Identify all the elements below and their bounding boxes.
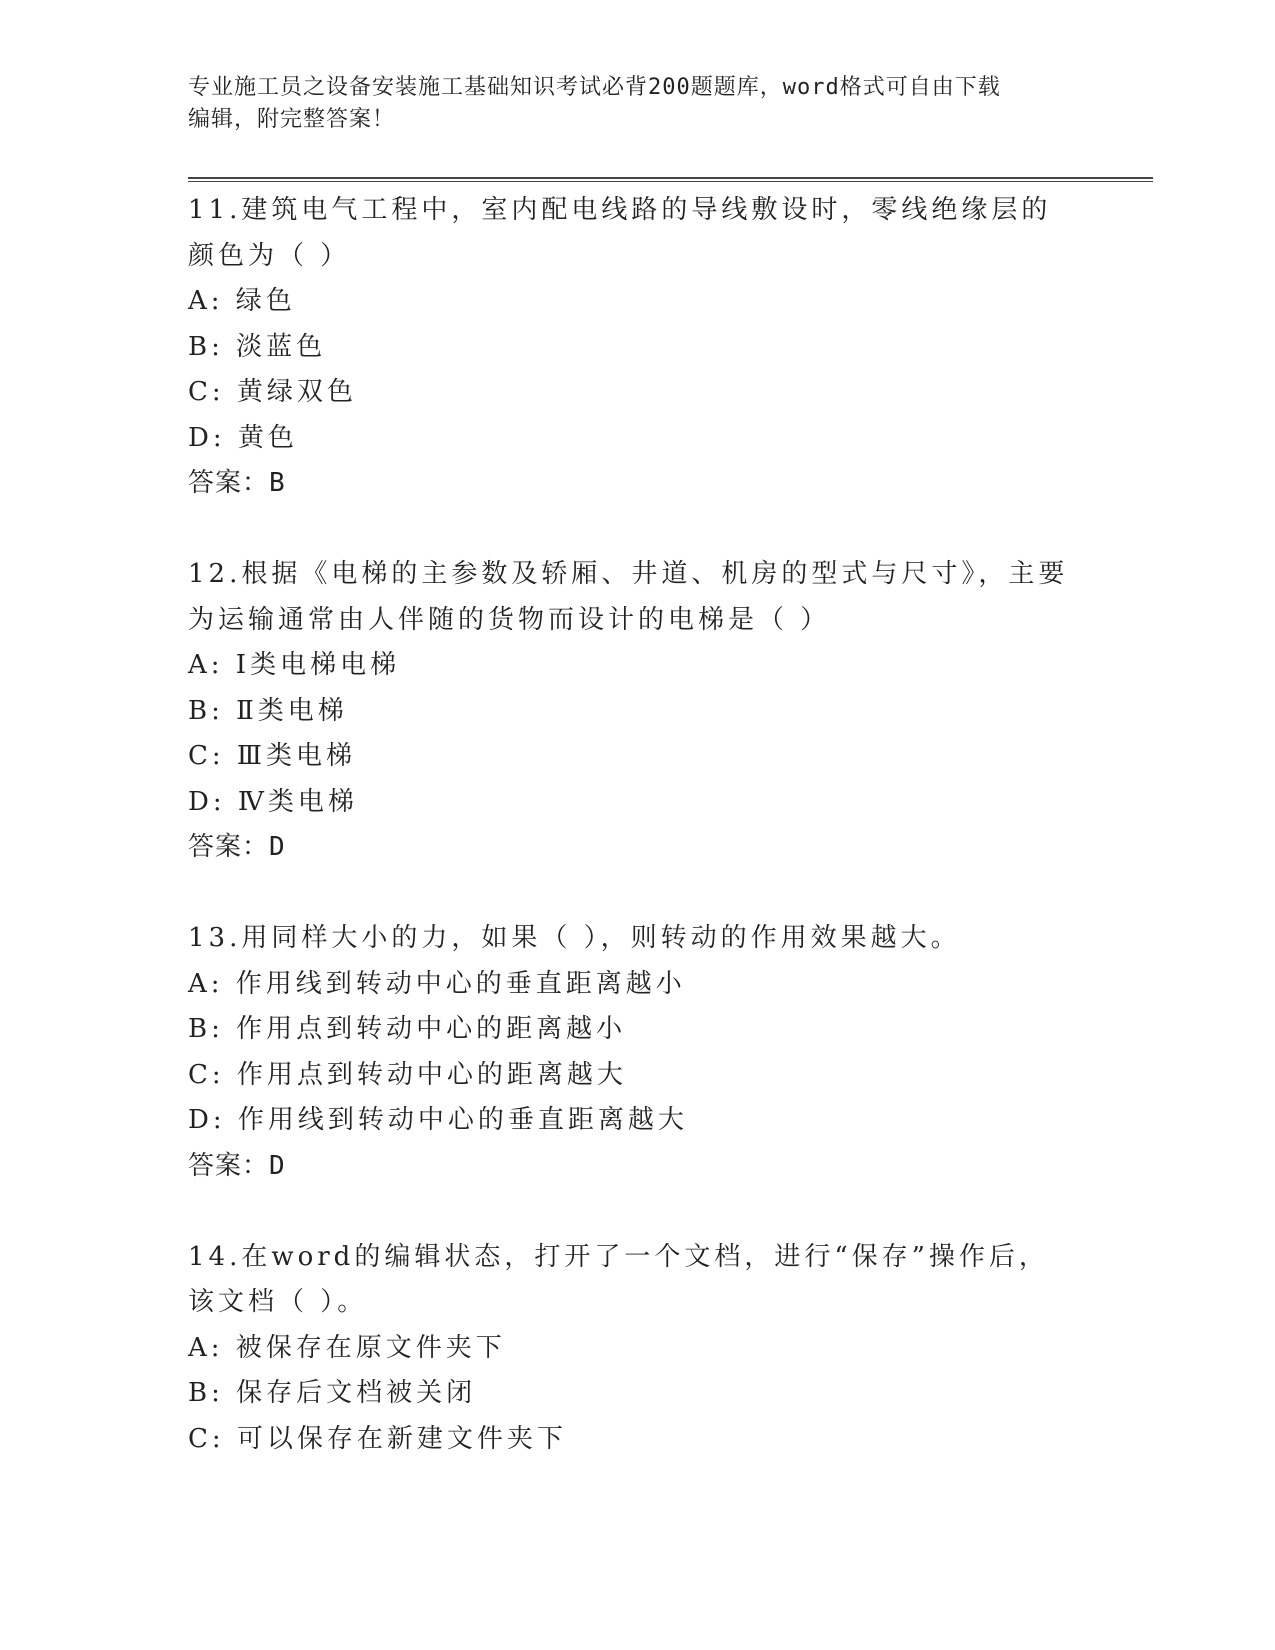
option-c: C: 作用点到转动中心的距离越大 [188,1059,627,1090]
option-d: D: Ⅳ类电梯 [188,786,358,817]
option-a: A: 被保存在原文件夹下 [188,1332,506,1363]
question-11 [188,188,1078,507]
question-12 [188,552,1078,871]
question-14 [188,1235,1078,1463]
option-a: A: Ⅰ类电梯电梯 [188,650,401,680]
header-divider-thin [188,181,1153,182]
question-stem: 14.在word的编辑状态，打开了一个文档，进行“保存”操作后，该文档（ ）。 [188,1241,1049,1317]
option-a: A: 作用线到转动中心的垂直距离越小 [188,968,686,999]
question-stem: 13.用同样大小的力，如果（ ），则转动的作用效果越大。 [188,923,961,953]
header-line-1: 专业施工员之设备安装施工基础知识考试必背200题题库，word格式可自由下载 [188,75,1001,100]
question-stem: 11.建筑电气工程中，室内配电线路的导线敷设时，零线绝缘层的颜色为（ ） [188,195,1052,271]
answer-line: 答案：D [188,832,286,862]
option-b: B: 淡蓝色 [188,331,327,362]
option-d: D: 黄色 [188,422,298,453]
document-header [188,72,1088,136]
answer-line: 答案：D [188,1150,286,1181]
option-b: B: 保存后文档被关闭 [188,1378,477,1408]
question-13 [188,916,1078,1189]
question-list [188,188,1078,1462]
option-c: C: 可以保存在新建文件夹下 [188,1423,567,1454]
option-b: B: Ⅱ类电梯 [188,695,348,726]
option-d: D: 作用线到转动中心的垂直距离越大 [188,1105,688,1135]
option-c: C: Ⅲ类电梯 [188,741,356,771]
answer-line: 答案：B [188,468,286,498]
header-divider-thick [188,177,1153,179]
header-line-2: 编辑，附完整答案！ [188,107,396,132]
question-stem: 12.根据《电梯的主参数及轿厢、井道、机房的型式与尺寸》，主要为运输通常由人伴随的货物而设计的电梯是（ ） [188,559,1069,635]
option-b: B: 作用点到转动中心的距离越小 [188,1014,627,1044]
option-c: C: 黄绿双色 [188,377,357,407]
option-a: A: 绿色 [188,286,296,316]
